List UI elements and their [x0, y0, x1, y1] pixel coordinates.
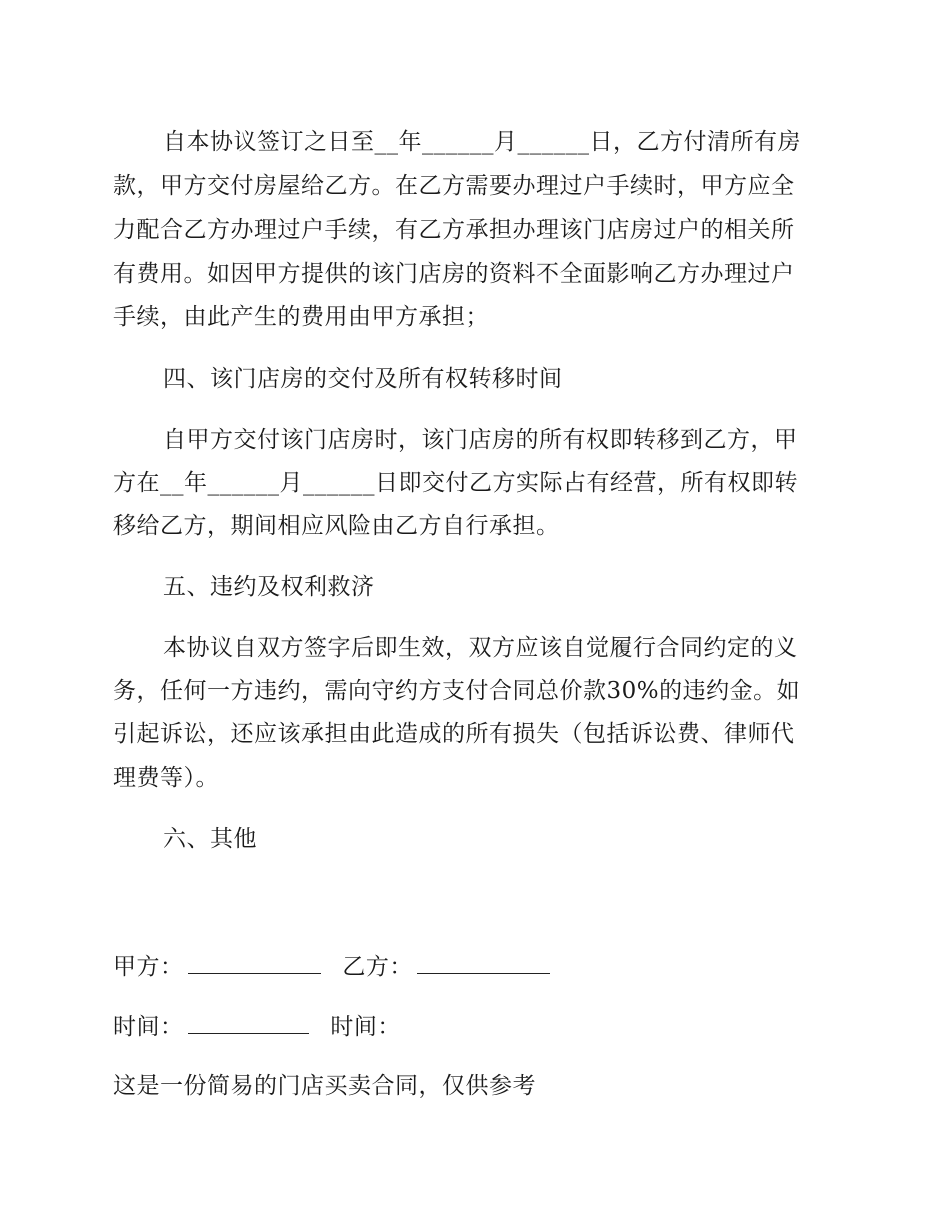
party-a-signature-line — [188, 953, 321, 974]
time-label-b: 时间： — [330, 1014, 401, 1040]
time-a-signature-line — [188, 1013, 309, 1034]
party-a-label: 甲方： — [113, 954, 184, 980]
paragraph1-line1: 自本协议签订之日至__年______月______日，乙方付清所有房 — [163, 129, 801, 155]
section6-heading: 六、其他 — [163, 826, 257, 852]
paragraph3-line4: 理费等）。 — [113, 765, 219, 791]
paragraph2-line3: 移给乙方，期间相应风险由乙方自行承担。 — [113, 513, 560, 539]
paragraph3-line1: 本协议自双方签字后即生效，双方应该自觉履行合同约定的义 — [163, 635, 798, 661]
paragraph1-line2: 款，甲方交付房屋给乙方。在乙方需要办理过户手续时，甲方应全 — [113, 173, 795, 199]
section5-heading: 五、违约及权利救济 — [163, 574, 375, 600]
time-label-a: 时间： — [113, 1014, 184, 1040]
signature-time-row — [113, 1012, 401, 1042]
paragraph3-line3: 引起诉讼，还应该承担由此造成的所有损失（包括诉讼费、律师代 — [113, 721, 795, 747]
paragraph2-line2: 方在__年______月______日即交付乙方实际占有经营，所有权即转 — [113, 470, 798, 496]
section4-heading: 四、该门店房的交付及所有权转移时间 — [163, 366, 563, 392]
party-b-signature-line — [417, 953, 550, 974]
paragraph3-line2: 务，任何一方违约，需向守约方支付合同总价款30%的违约金。如 — [113, 678, 801, 704]
paragraph1-line4: 有费用。如因甲方提供的该门店房的资料不全面影响乙方办理过户 — [113, 261, 795, 287]
paragraph1-line3: 力配合乙方办理过户手续，有乙方承担办理该门店房过户的相关所 — [113, 217, 795, 243]
paragraph1-line5: 手续，由此产生的费用由甲方承担； — [113, 304, 489, 330]
paragraph2-line1: 自甲方交付该门店房时，该门店房的所有权即转移到乙方，甲 — [163, 427, 798, 453]
footer-note: 这是一份简易的门店买卖合同，仅供参考 — [113, 1073, 536, 1099]
party-b-label: 乙方： — [342, 954, 413, 980]
signature-parties-row — [113, 952, 550, 982]
